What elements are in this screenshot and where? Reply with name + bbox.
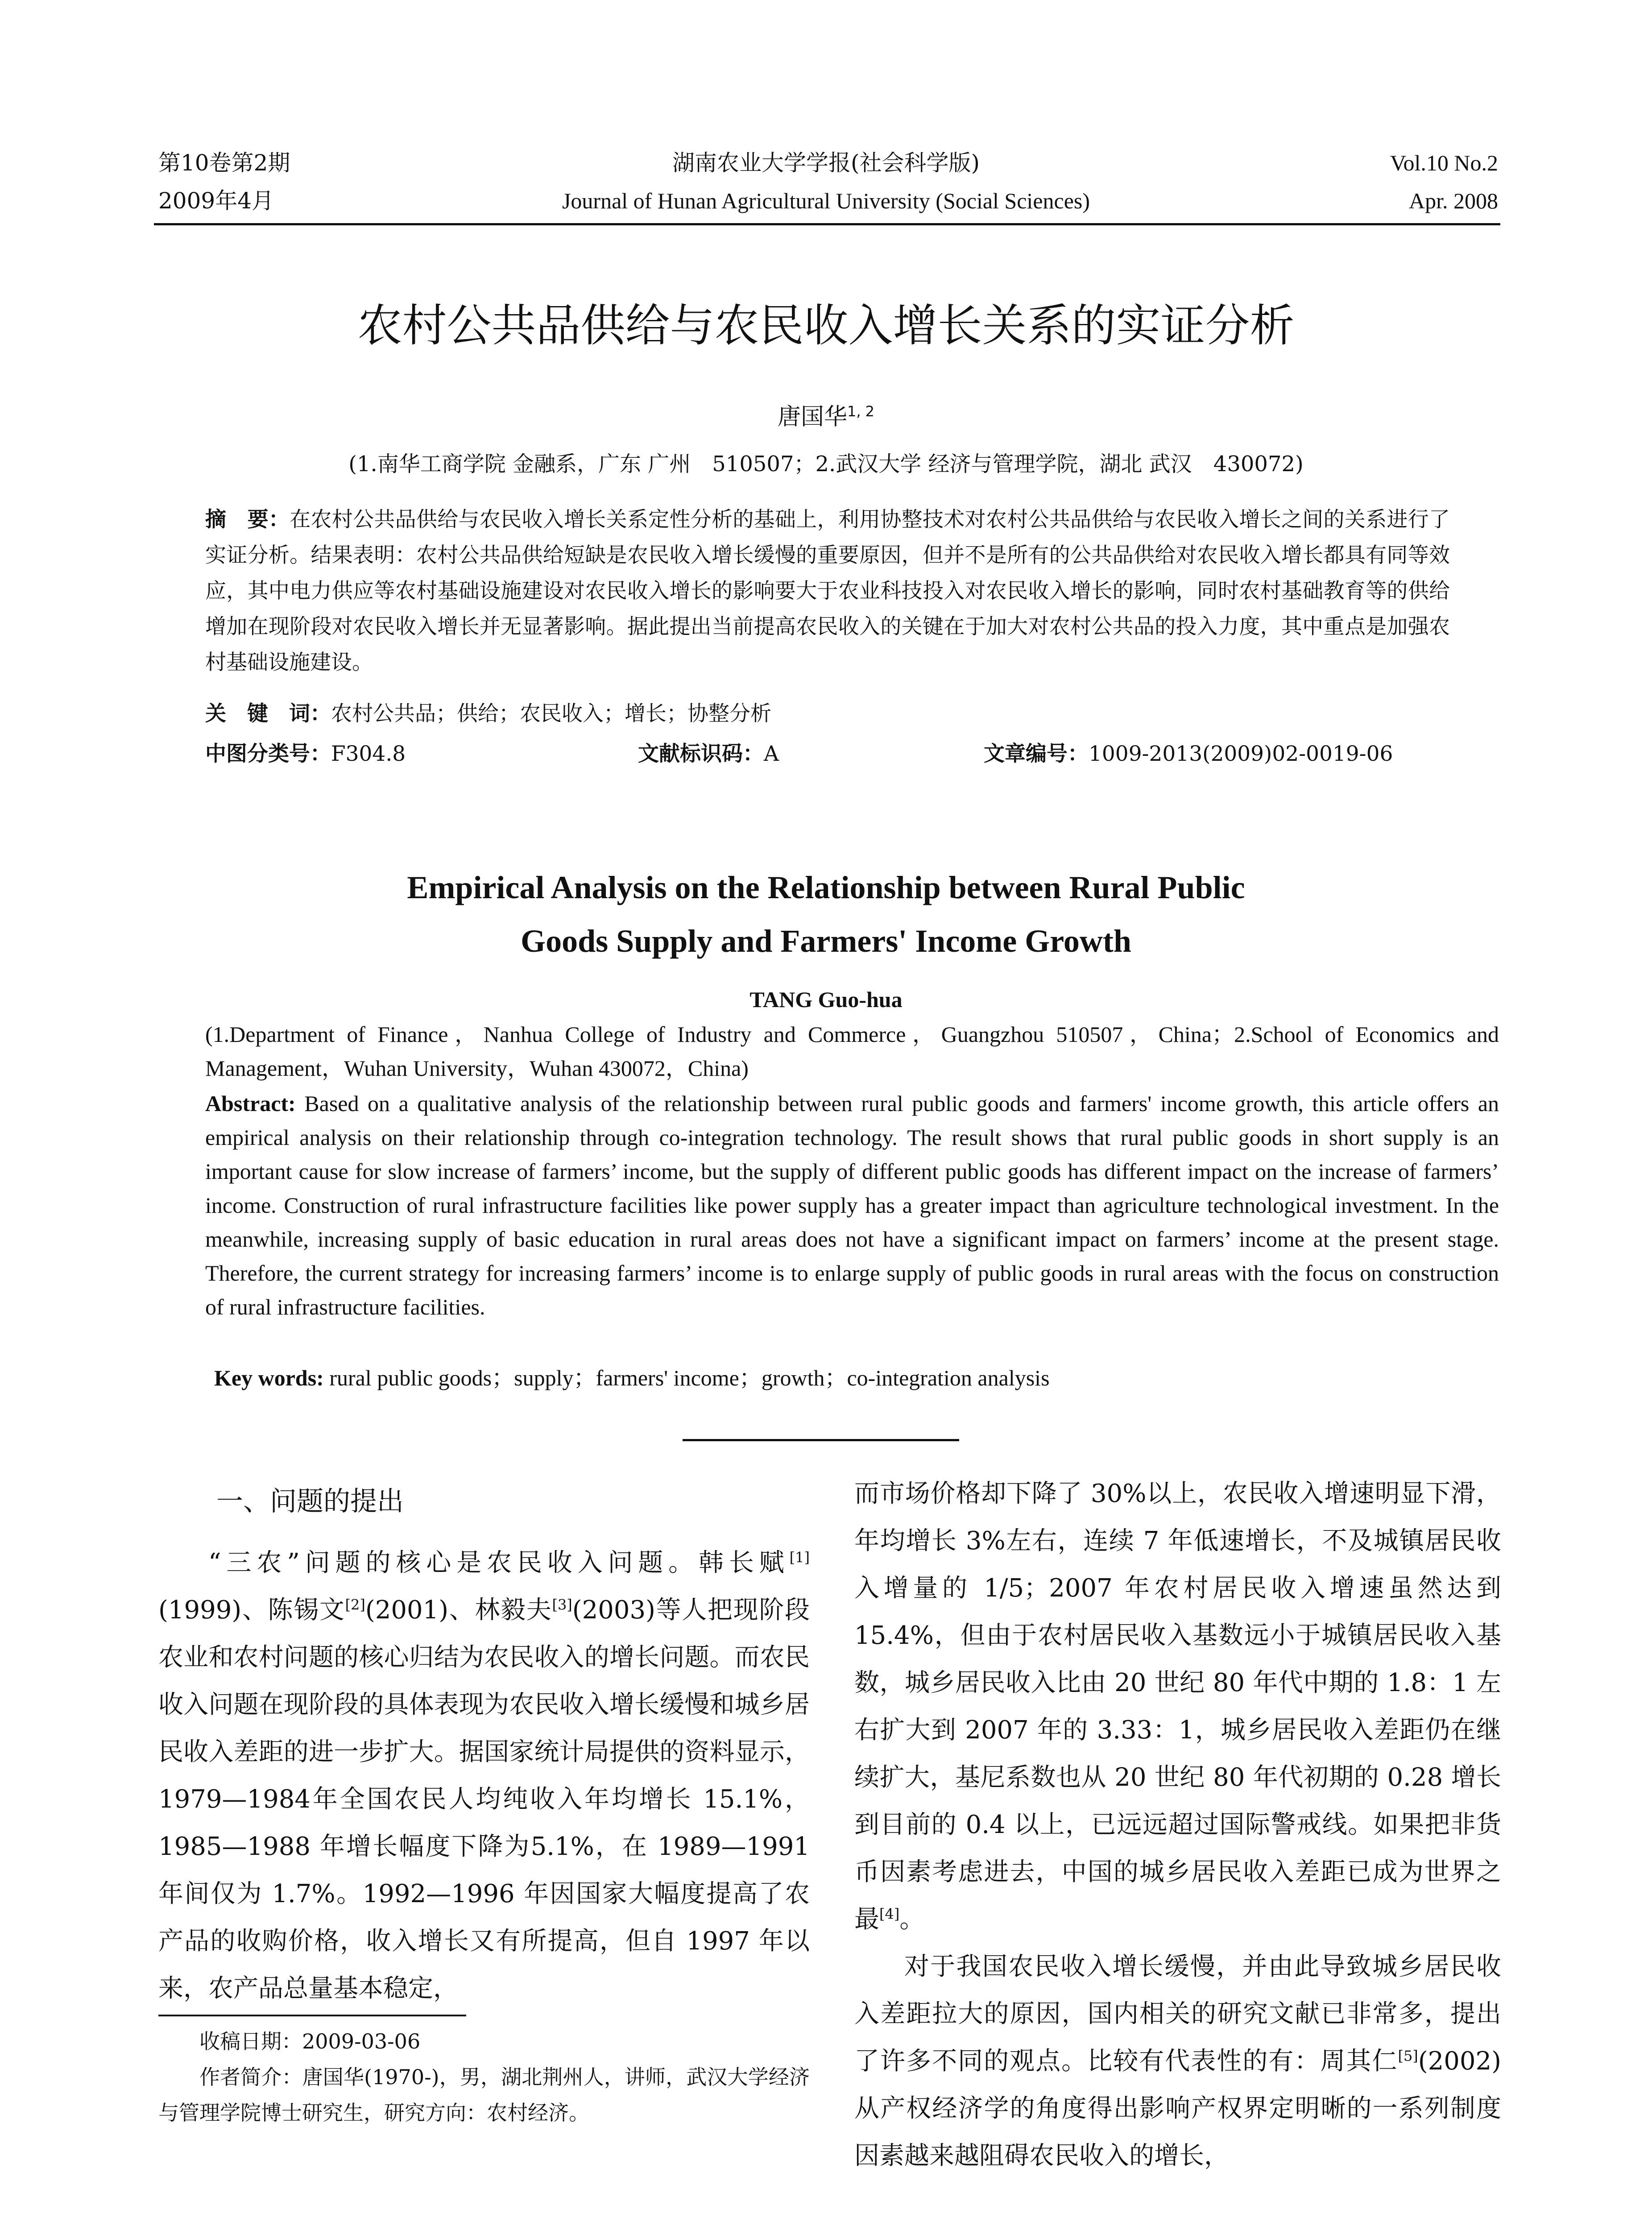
affiliation-cn: (1.南华工商学院 金融系，广东 广州 510507；2.武汉大学 经济与管理学院，湖北 武汉 430072) xyxy=(348,452,1304,477)
article-title-en-line2: Goods Supply and Farmers' Income Growth xyxy=(521,923,1131,959)
clc-value: F304.8 xyxy=(331,742,406,766)
abstract-cn-label: 摘 要： xyxy=(205,507,290,532)
document-code xyxy=(638,741,779,767)
body-paragraph-1: “三农”问题的核心是农民收入问题。韩长赋[1](1999)、陈锡文[2](2001)、林毅夫[3](2003)等人把现阶段农业和农村问题的核心归结为农民收入的增长问题。而农民收入问题在现阶段的具体表现为农民收入增长缓慢和城乡居民收入差距的进一步扩大。据国家统计局提供的资料显示，1979—1984年全国农民人均纯收入年均增长 15.1%，1985—1988 年增长幅度下降为5.1%，在 1989—1991 年间仅为 1.7%。1992—1996 年因国家大幅度提高了农产品的收购价格，收入增长又有所提高，但自 1997 年以来，农产品总量基本稳定， xyxy=(158,1548,810,2003)
clc-number xyxy=(205,741,406,767)
volume-issue: 第10卷第2期 xyxy=(158,150,290,176)
abstract-en-text: Based on a qualitative analysis of the relationship between rural public goods and farmers' income growth, this article offers an empirical analysis on their relationship through co-integration technology. The result shows that rural public goods in short supply is an important cause for slow increase of farmers’ income, but the supply of different public goods has different impact on the increase of farmers’ income. Construction of rural infrastructure facilities like power supply has a greater impact than agriculture technological investment. In the meanwhile, increasing supply of basic education in rural areas does not have a significant impact on farmers’ income at the present stage. Therefore, the current strategy for increasing farmers’ income is to enlarge supply of public goods in rural areas with the focus on construction of rural infrastructure facilities. xyxy=(205,1091,1499,1319)
citation-4: [4] xyxy=(879,1905,900,1923)
footnote xyxy=(158,2024,810,2131)
author-en: TANG Guo-hua xyxy=(749,987,903,1012)
author-cn xyxy=(0,397,1652,431)
keywords-cn-label: 关 键 词： xyxy=(205,701,331,726)
author-name: 唐国华 xyxy=(777,403,847,431)
citation-3: [3] xyxy=(552,1596,572,1613)
footnote-author-bio: 作者简介：唐国华(1970-)，男，湖北荆州人，讲师，武汉大学经济与管理学院博士研究生，研究方向：农村经济。 xyxy=(158,2065,810,2125)
article-number-value: 1009-2013(2009)02-0019-06 xyxy=(1089,742,1393,766)
keywords-en xyxy=(214,1361,1499,1395)
doc-code-label: 文献标识码： xyxy=(638,742,764,766)
abstract-separator xyxy=(683,1439,959,1441)
keywords-en-label: Key words: xyxy=(214,1365,324,1390)
header-rule xyxy=(154,223,1500,225)
publication-date-cn: 2009年4月 xyxy=(158,188,274,214)
citation-5: [5] xyxy=(1398,2047,1418,2065)
footnote-rule xyxy=(158,2015,466,2016)
footnote-received-date: 收稿日期：2009-03-06 xyxy=(199,2029,421,2053)
body-paragraph-1-continued: 而市场价格却下降了 30%以上，农民收入增速明显下滑，年均增长 3%左右，连续 7 年低速增长，不及城镇居民收入增量的 1/5；2007 年农村居民收入增速虽然达到 15.4%，但由于农村居民收入基数远小于城镇居民收入基数，城乡居民收入比由 20 世纪 80 年代中期的 1.8：1 左右扩大到 2007 年的 3.33：1，城乡居民收入差距仍在继续扩大，基尼系数也从 20 世纪 80 年代初期的 0.28 增长到目前的 0.4 以上，已远远超过国际警戒线。如果把非货币因素考虑进去，中国的城乡居民收入差距已成为世界之最[4]。 xyxy=(854,1479,1501,1934)
citation-2: [2] xyxy=(345,1596,365,1613)
article-number-label: 文章编号： xyxy=(984,742,1089,766)
abstract-en-label: Abstract: xyxy=(205,1091,296,1116)
abstract-cn xyxy=(205,502,1450,680)
keywords-cn xyxy=(205,696,1450,732)
affiliation-en: (1.Department of Finance，Nanhua College of Industry and Commerce，Guangzhou 510507，China；2.School of Economics and Management，Wuhan University，Wuhan 430072，China) xyxy=(205,1022,1499,1081)
abstract-cn-text: 在农村公共品供给与农民收入增长关系定性分析的基础上，利用协整技术对农村公共品供给与农民收入增长之间的关系进行了实证分析。结果表明：农村公共品供给短缺是农民收入增长缓慢的重要原因，但并不是所有的公共品供给对农民收入增长都具有同等效应，其中电力供应等农村基础设施建设对农民收入增长的影响要大于农业科技投入对农民收入增长的影响，同时农村基础教育等的供给增加在现阶段对农民收入增长并无显著影响。据此提出当前提高农民收入的关键在于加大对农村公共品的投入力度，其中重点是加强农村基础设施建设。 xyxy=(205,507,1450,675)
keywords-en-text: rural public goods；supply；farmers' income；growth；co-integration analysis xyxy=(329,1365,1050,1390)
section-heading: 一、问题的提出 xyxy=(216,1486,404,1517)
journal-name-cn: 湖南农业大学学报(社会科学版) xyxy=(672,150,980,176)
clc-label: 中图分类号： xyxy=(205,742,331,766)
article-title-en-line1: Empirical Analysis on the Relationship between Rural Public xyxy=(407,870,1245,905)
citation-1: [1] xyxy=(789,1549,810,1566)
volume-number-en: Vol.10 No.2 xyxy=(1390,150,1498,175)
keywords-cn-text: 农村公共品；供给；农民收入；增长；协整分析 xyxy=(331,701,771,726)
doc-code-value: A xyxy=(764,742,779,766)
publication-date-en: Apr. 2008 xyxy=(1409,188,1498,213)
abstract-en xyxy=(205,1086,1499,1324)
author-affiliation-marks: 1, 2 xyxy=(847,403,875,420)
article-number xyxy=(984,741,1393,767)
body-right-column xyxy=(854,1470,1501,2180)
journal-name-en: Journal of Hunan Agricultural University (Social Sciences) xyxy=(562,188,1090,213)
body-paragraph-2: 对于我国农民收入增长缓慢，并由此导致城乡居民收入差距拉大的原因，国内相关的研究文献已非常多，提出了许多不同的观点。比较有代表性的有：周其仁[5](2002)从产权经济学的角度得出影响产权界定明晰的一系列制度因素越来越阻碍农民收入的增长， xyxy=(854,1952,1501,2170)
article-title-cn: 农村公共品供给与农民收入增长关系的实证分析 xyxy=(357,299,1295,352)
body-left-column xyxy=(158,1486,810,2012)
